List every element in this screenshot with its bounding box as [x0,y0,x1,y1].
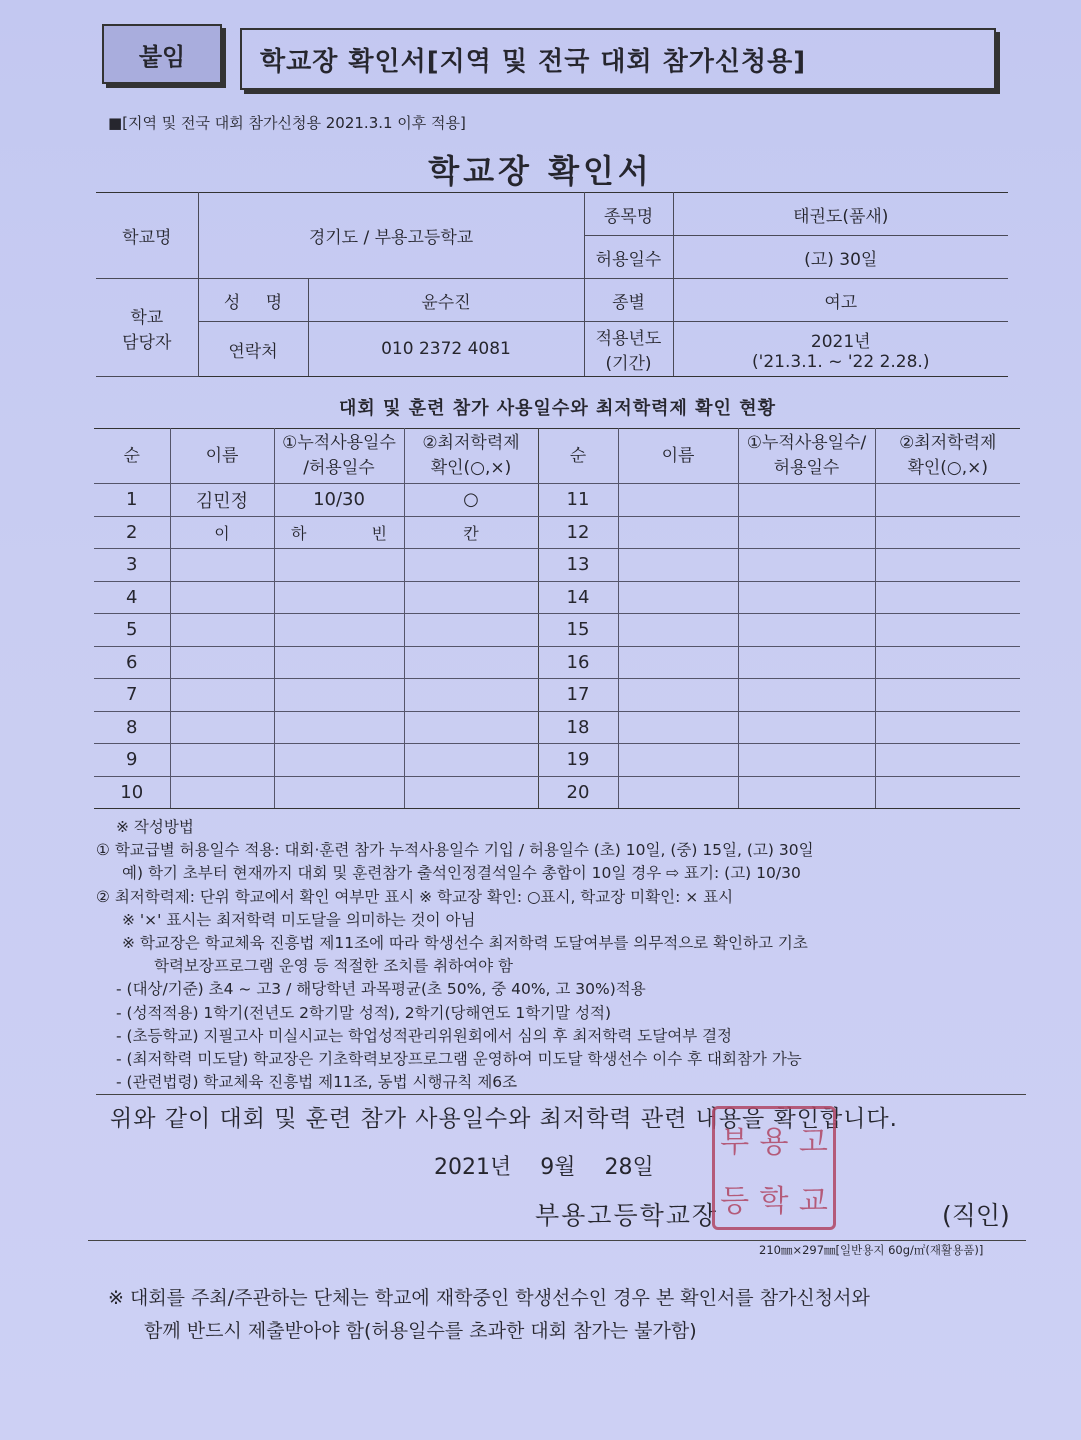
seal-char: 고 [798,1124,828,1160]
applicability-note: ■[지역 및 전국 대회 참가신청용 2021.3.1 이후 적용] [108,114,466,132]
row-no-right: 16 [538,646,618,679]
seal-label: (직인) [942,1201,1010,1230]
col-days-left-l1: ①누적사용일수 [282,433,396,453]
seal-char: 용 [759,1124,789,1160]
row-name-right [618,679,738,712]
year-value [673,322,1008,377]
table-row [94,581,1020,614]
row-days [274,614,404,647]
usage-table [94,428,1020,809]
row-days [274,776,404,809]
row-min [404,646,538,679]
row-no: 9 [94,744,170,777]
row-name-right [618,549,738,582]
row-min [404,549,538,582]
row-days [274,744,404,777]
row-days-right [738,484,875,517]
note-line: - (성적적용) 1학기(전년도 2학기말 성적), 2학기(당해연도 1학기말 성적) [116,1003,612,1022]
name-label: 성 명 [198,279,308,322]
type-label: 종별 [584,279,673,322]
school-label: 학교명 [96,193,198,279]
col-min-left [404,429,538,484]
main-title: 학교장 확인서 [428,152,653,190]
row-days-right [738,614,875,647]
info-table [96,192,1008,377]
row-min-right [875,614,1020,647]
row-no-right: 20 [538,776,618,809]
row-name-right [618,516,738,549]
row-days [274,646,404,679]
row-name [170,581,274,614]
row-min-right [875,516,1020,549]
row-days-right [738,646,875,679]
row-no-right: 13 [538,549,618,582]
row-min-right [875,549,1020,582]
row-no-right: 17 [538,679,618,712]
col-days-left-l2: /허용일수 [303,458,375,478]
divider [88,1240,1026,1241]
row-no: 10 [94,776,170,809]
year-label-line1: 적용년도 [595,329,662,349]
note-line: - (관련법령) 학교체육 진흥법 제11조, 동법 시행규칙 제6조 [116,1073,518,1092]
allowed-days-label: 허용일수 [584,236,673,279]
table-row [94,646,1020,679]
row-min [404,776,538,809]
row-min-right [875,646,1020,679]
col-min-right-l2: 확인(○,×) [907,458,989,478]
event-label: 종목명 [584,193,673,236]
col-name-right: 이름 [618,429,738,484]
footer-line1: ※ 대회를 주최/주관하는 단체는 학교에 재학중인 학생선수인 경우 본 확인서를 참가신청서와 [108,1287,870,1309]
row-name-right [618,484,738,517]
table-row [94,776,1020,809]
usage-status-title: 대회 및 훈련 참가 사용일수와 최저학력제 확인 현황 [338,398,776,419]
row-days-right [738,516,875,549]
row-days [274,581,404,614]
row-name-right [618,614,738,647]
attachment-tag: 붙임 [102,24,222,84]
note-heading: ※ 작성방법 [116,818,194,836]
instructions [96,816,1036,1094]
row-no-right: 18 [538,711,618,744]
row-no: 7 [94,679,170,712]
row-name-right [618,581,738,614]
row-min [404,614,538,647]
row-name [170,614,274,647]
row-name-right [618,711,738,744]
table-row [94,549,1020,582]
row-days: 하 빈 [274,516,404,549]
row-name-right [618,646,738,679]
seal-char: 부 [720,1124,750,1160]
row-name [170,711,274,744]
row-no: 6 [94,646,170,679]
note-line: 학력보장프로그램 운영 등 적절한 조치를 취하여야 함 [154,957,513,976]
row-no: 2 [94,516,170,549]
note-line: ② 최저학력제: 단위 학교에서 확인 여부만 표시 ※ 학교장 확인: ○표시, 학교장 미확인: × 표시 [96,887,734,906]
row-no: 8 [94,711,170,744]
contact-label-line1: 학교 [130,307,164,328]
paper-spec: 210㎜×297㎜[일반용지 60g/㎡(재활용품)] [759,1243,984,1257]
table-row [94,744,1020,777]
row-min-right [875,484,1020,517]
col-no-left: 순 [94,429,170,484]
note-line: - (초등학교) 지필고사 미실시교는 학업성적관리위원회에서 심의 후 최저학력 도달여부 결정 [116,1026,733,1045]
contact-label [96,279,198,377]
row-days: 10/30 [274,484,404,517]
row-name-right [618,744,738,777]
seal-char: 교 [798,1183,828,1219]
seal-char: 학 [759,1183,789,1219]
document-header-title: 학교장 확인서[지역 및 전국 대회 참가신청용] [240,28,996,90]
row-days [274,679,404,712]
row-name: 김민정 [170,484,274,517]
row-name [170,744,274,777]
seal-char: 등 [720,1183,750,1219]
row-name [170,549,274,582]
note-line: ※ '×' 표시는 최저학력 미도달을 의미하는 것이 아님 [122,910,476,929]
row-no-right: 19 [538,744,618,777]
row-days-right [738,776,875,809]
row-min [404,581,538,614]
row-no-right: 11 [538,484,618,517]
row-no-right: 12 [538,516,618,549]
note-line: - (대상/기준) 초4 ~ 고3 / 해당학년 과목평균(초 50%, 중 40%, 고 30%)적용 [116,980,646,999]
row-name [170,776,274,809]
col-min-left-l2: 확인(○,×) [430,458,512,478]
row-name: 이 [170,516,274,549]
row-no: 1 [94,484,170,517]
confirmation-statement: 위와 같이 대회 및 훈련 참가 사용일수와 최저학력 관련 내용을 확인합니다. [110,1106,898,1132]
row-min-right [875,776,1020,809]
row-days [274,711,404,744]
row-no-right: 14 [538,581,618,614]
year-value-line2: ('21.3.1. ~ '22 2.28.) [752,351,930,372]
year-label-line2: (기간) [605,354,652,374]
row-min [404,711,538,744]
row-min [404,744,538,777]
table-row [94,679,1020,712]
row-min-right [875,581,1020,614]
table-row [94,516,1020,549]
col-min-right-l1: ②최저학력제 [899,433,997,453]
phone-label: 연락처 [198,322,308,377]
row-no: 4 [94,581,170,614]
row-min-right [875,679,1020,712]
col-days-right [738,429,875,484]
row-days-right [738,744,875,777]
contact-label-line2: 담당자 [122,332,172,353]
col-min-right [875,429,1020,484]
year-value-line1: 2021년 [810,331,871,352]
allowed-days-value: (고) 30일 [673,236,1008,279]
issue-date: 2021년 9월 28일 [434,1155,654,1180]
row-name [170,646,274,679]
row-min: 칸 [404,516,538,549]
phone-value: 010 2372 4081 [308,322,584,377]
col-days-right-l1: ①누적사용일수/ [746,433,867,453]
table-row [94,711,1020,744]
row-min-right [875,711,1020,744]
official-seal-stamp [712,1106,836,1230]
table-row [94,614,1020,647]
col-days-right-l2: 허용일수 [773,458,840,478]
row-name [170,679,274,712]
row-name-right [618,776,738,809]
divider [96,1094,1026,1095]
name-value: 윤수진 [308,279,584,322]
row-min [404,679,538,712]
footer-line2: 함께 반드시 제출받아야 함(허용일수를 초과한 대회 참가는 불가함) [144,1320,697,1342]
note-line: - (최저학력 미도달) 학교장은 기초학력보장프로그램 운영하여 미도달 학생선수 이수 후 대회참가 가능 [116,1050,802,1069]
row-no-right: 15 [538,614,618,647]
event-value: 태권도(품새) [673,193,1008,236]
year-label [584,322,673,377]
school-value: 경기도 / 부용고등학교 [198,193,584,279]
note-line: ※ 학교장은 학교체육 진흥법 제11조에 따라 학생선수 최저학력 도달여부를 의무적으로 확인하고 기초 [122,934,808,953]
footer-note [108,1282,870,1348]
row-days [274,549,404,582]
row-days-right [738,549,875,582]
note-line: 예) 학기 초부터 현재까지 대회 및 훈련참가 출석인정결석일수 총합이 10일 경우 ⇨ 표기: (고) 10/30 [122,864,801,883]
row-min: ○ [404,484,538,517]
col-name-left: 이름 [170,429,274,484]
row-no: 5 [94,614,170,647]
row-days-right [738,679,875,712]
type-value: 여고 [673,279,1008,322]
row-days-right [738,581,875,614]
col-no-right: 순 [538,429,618,484]
note-line: ① 학교급별 허용일수 적용: 대회·훈련 참가 누적사용일수 기입 / 허용일수 (초) 10일, (중) 15일, (고) 30일 [96,841,814,860]
row-min-right [875,744,1020,777]
col-min-left-l1: ②최저학력제 [422,433,520,453]
col-days-left [274,429,404,484]
school-head: 부용고등학교장 [535,1201,719,1230]
table-row [94,484,1020,517]
row-days-right [738,711,875,744]
row-no: 3 [94,549,170,582]
